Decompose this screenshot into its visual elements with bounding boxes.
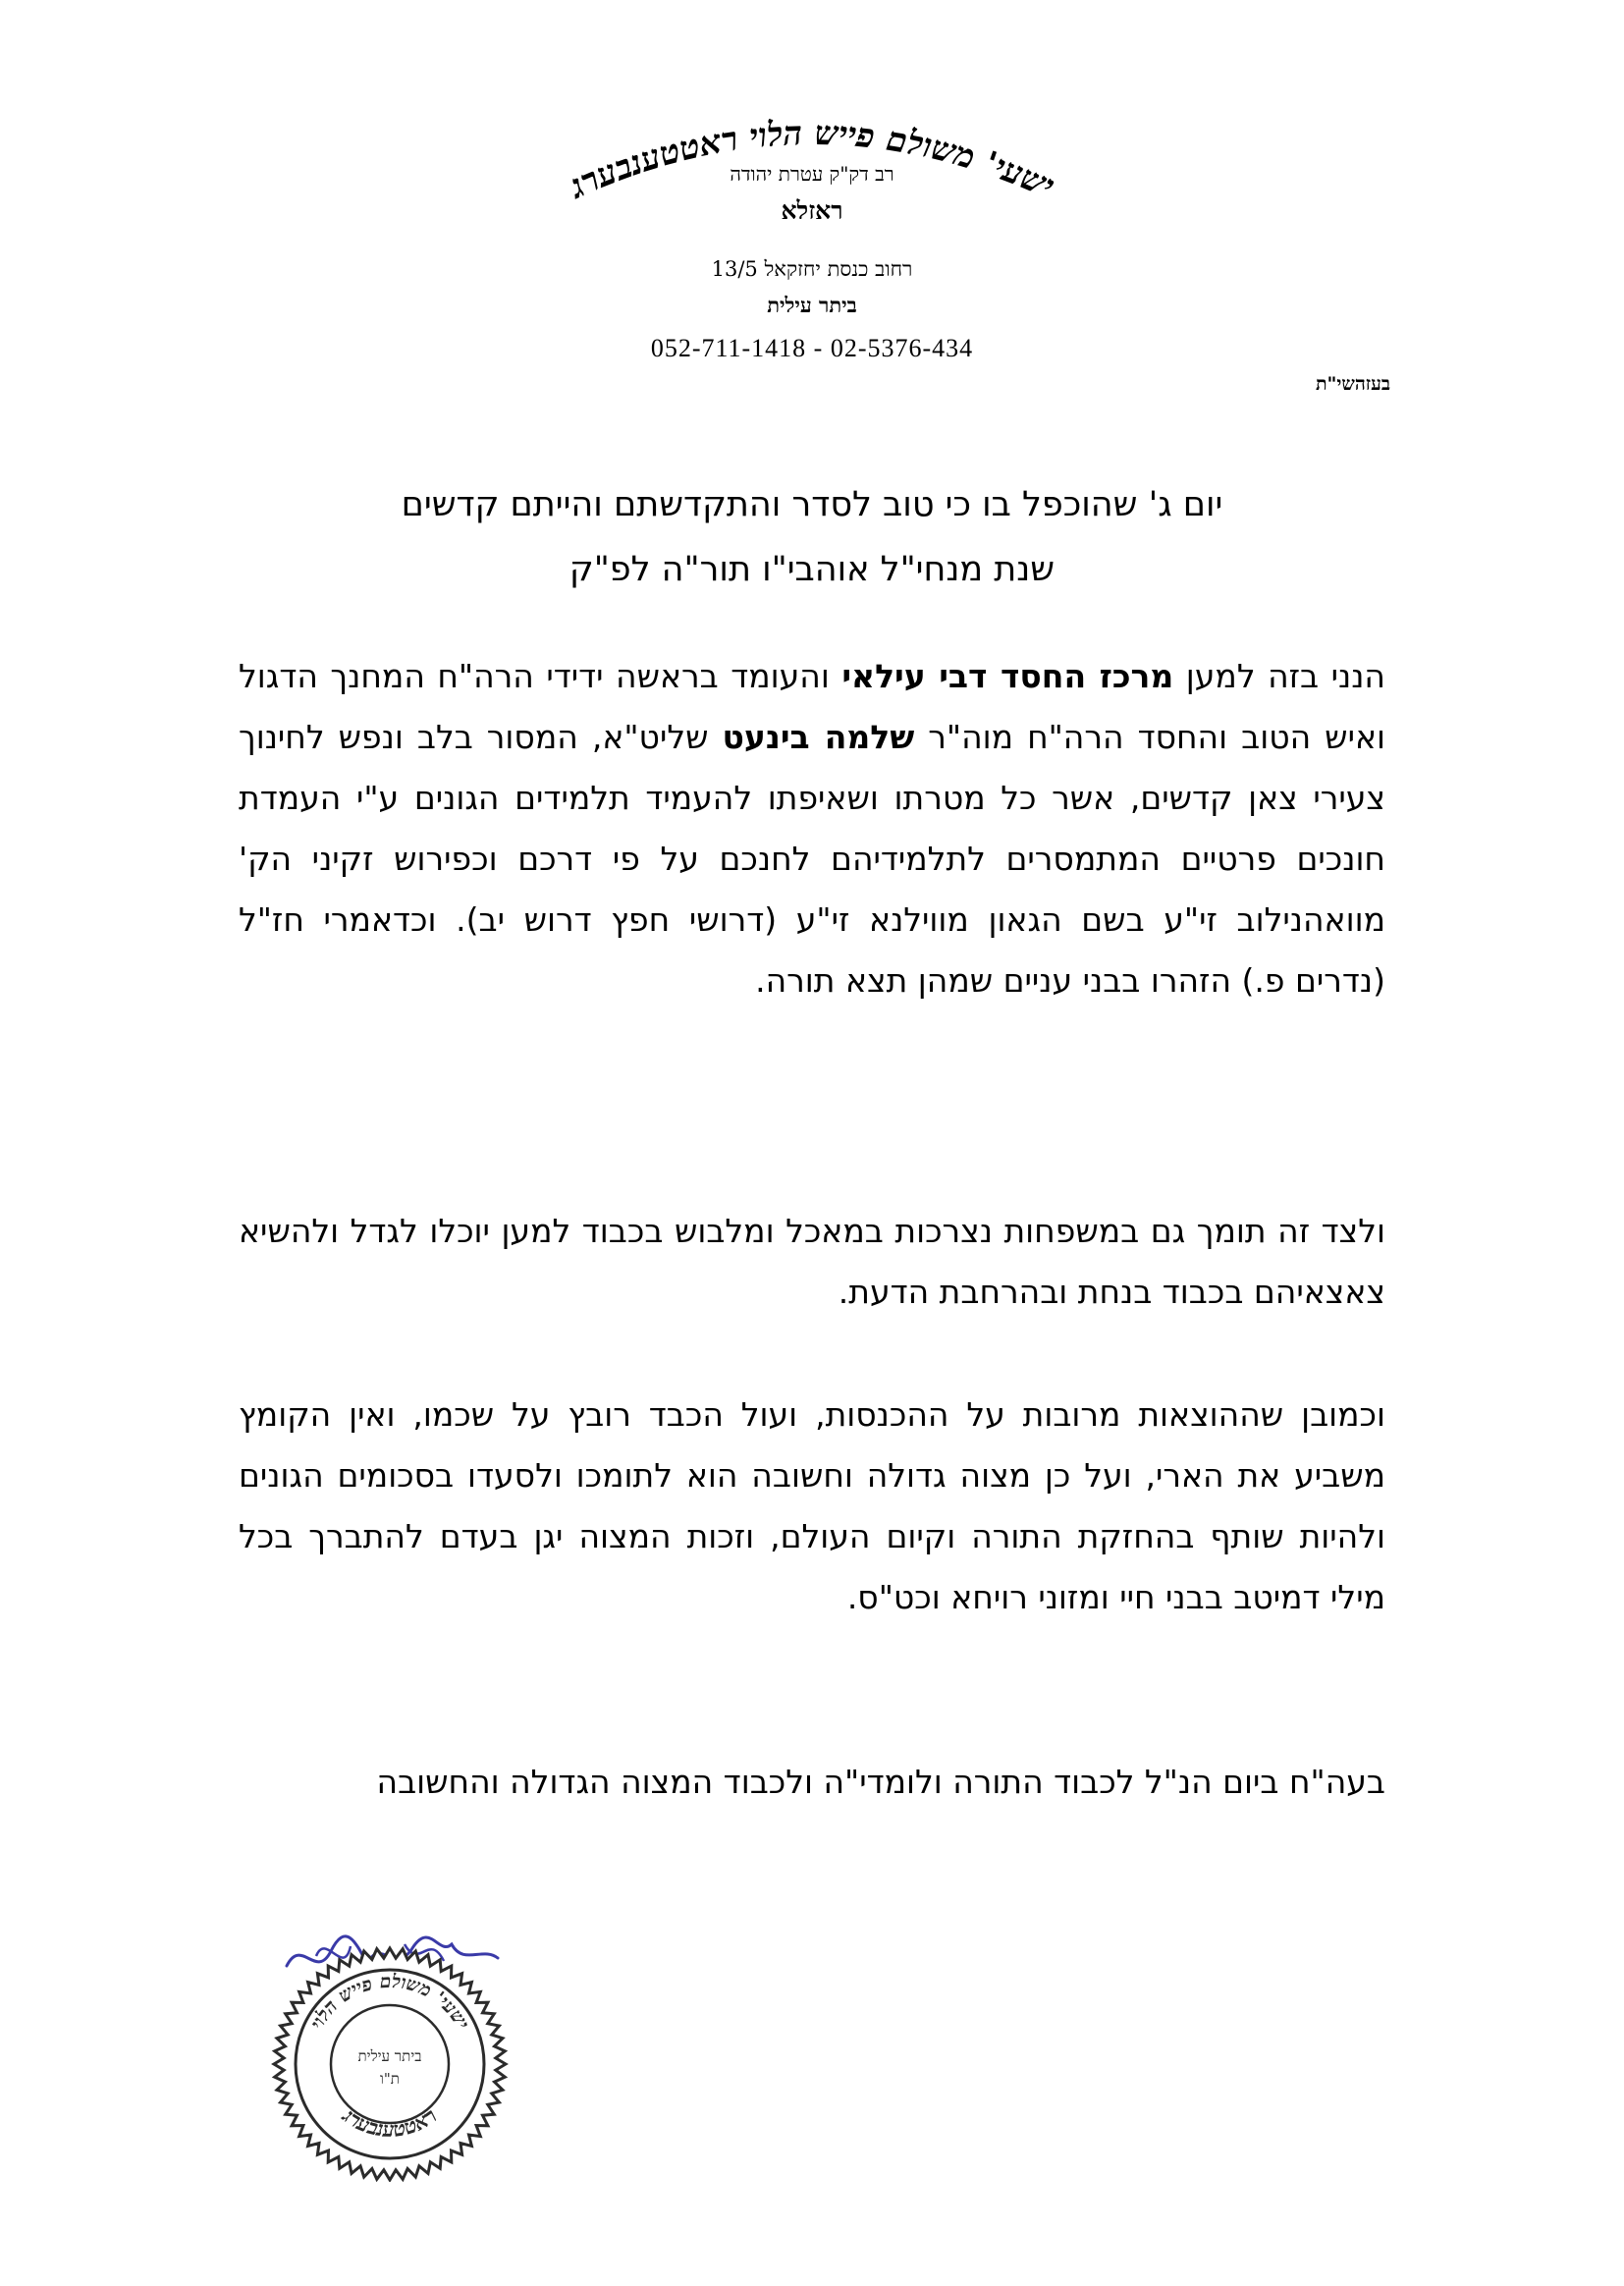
letterhead-phones: 052-711-1418 - 02-5376-434 (650, 334, 974, 362)
occasion-line-2: שנת מנחי"ל אוהבי"ו תור"ה לפ"ק (568, 550, 1056, 589)
paragraph-1-text-a: הנני בזה למען (1173, 657, 1385, 695)
svg-text:ישעי' משולם פייש הלוי ראטטענבע (563, 114, 1060, 207)
paragraph-1-text-c: שליט"א, המסור בלב ונפש לחינוך צעירי צאן קדשים, אשר כל מטרתו ושאיפתו להעמיד תלמידים הגונים ע"י העמדת חונכים פרטיים המתמסרים לתלמידיהם לחנכם על פי דרכם וכפירוש זקיני הק' מוואהנילוב זי"ע בשם הגאון מווילנא זי"ע (דרושי חפץ דרוש יב). וכדאמרי חז"ל (נדרים פ.) הזהרו בבני עניים שמהן תצא תורה. (239, 718, 1385, 1000)
letterhead-origin: ראזלא (781, 196, 843, 225)
dateline: בעזהשי"ת (1315, 373, 1390, 395)
seal-center-town: ביתר עילית (357, 2047, 422, 2065)
letterhead-title: רב דק"ק עטרת יהודה (730, 162, 894, 186)
seal-center-abbrev: ת"ו (380, 2070, 400, 2088)
paragraph-3: וכמובן שההוצאות מרובות על ההכנסות, ועול הכבד רובץ על שכמו, ואין הקומץ משביע את הארי, ועל כן מצוה גדולה וחשובה הוא לתומכו ולסעדו בסכומים הגונים ולהיות שותף בהחזקת התורה וקיום העולם, וזכות המצוה יגן בעדם להתברך בכל מילי דמיטב בבני חיי ומזוני רויחא וכט"ס. (239, 1395, 1385, 1616)
paragraph-2: ולצד זה תומך גם במשפחות נצרכות במאכל ומלבוש בכבוד למען יוכלו לגדל ולהשיא צאצאיהם בכבוד בנחת ובהרחבת הדעת. (239, 1212, 1385, 1311)
letterhead-street: רחוב כנסת יחזקאל 13/5 (711, 257, 913, 281)
paragraph-1 (239, 646, 1385, 1011)
paragraph-1-org-name: מרכז החסד דבי עילאי (841, 657, 1174, 695)
letterhead-name-text: ישעי' משולם פייש הלוי ראטטענבערג (564, 113, 1060, 207)
seal-bottom-text: ראטטענבערג (338, 2102, 442, 2142)
seal-top-text: ישעי' משולם פייש הלוי (305, 1970, 474, 2034)
paragraph-1-person-name: שלמה בינעט (722, 718, 915, 756)
paragraph-4: בעה"ח ביום הנ"ל לכבוד התורה ולומדי"ה ולכבוד המצוה הגדולה והחשובה (376, 1763, 1385, 1801)
signature-seal (257, 1927, 522, 2182)
occasion-line-1: יום ג' שהוכפל בו כי טוב לסדר והתקדשתם והייתם קדשים (401, 485, 1223, 524)
paragraph-1-text-b: והעומד בראשה ידידי הרה"ח המחנך הדגול ואיש הטוב והחסד הרה"ח מוה"ר (239, 657, 1385, 756)
letterhead-town: ביתר עילית (767, 293, 857, 317)
